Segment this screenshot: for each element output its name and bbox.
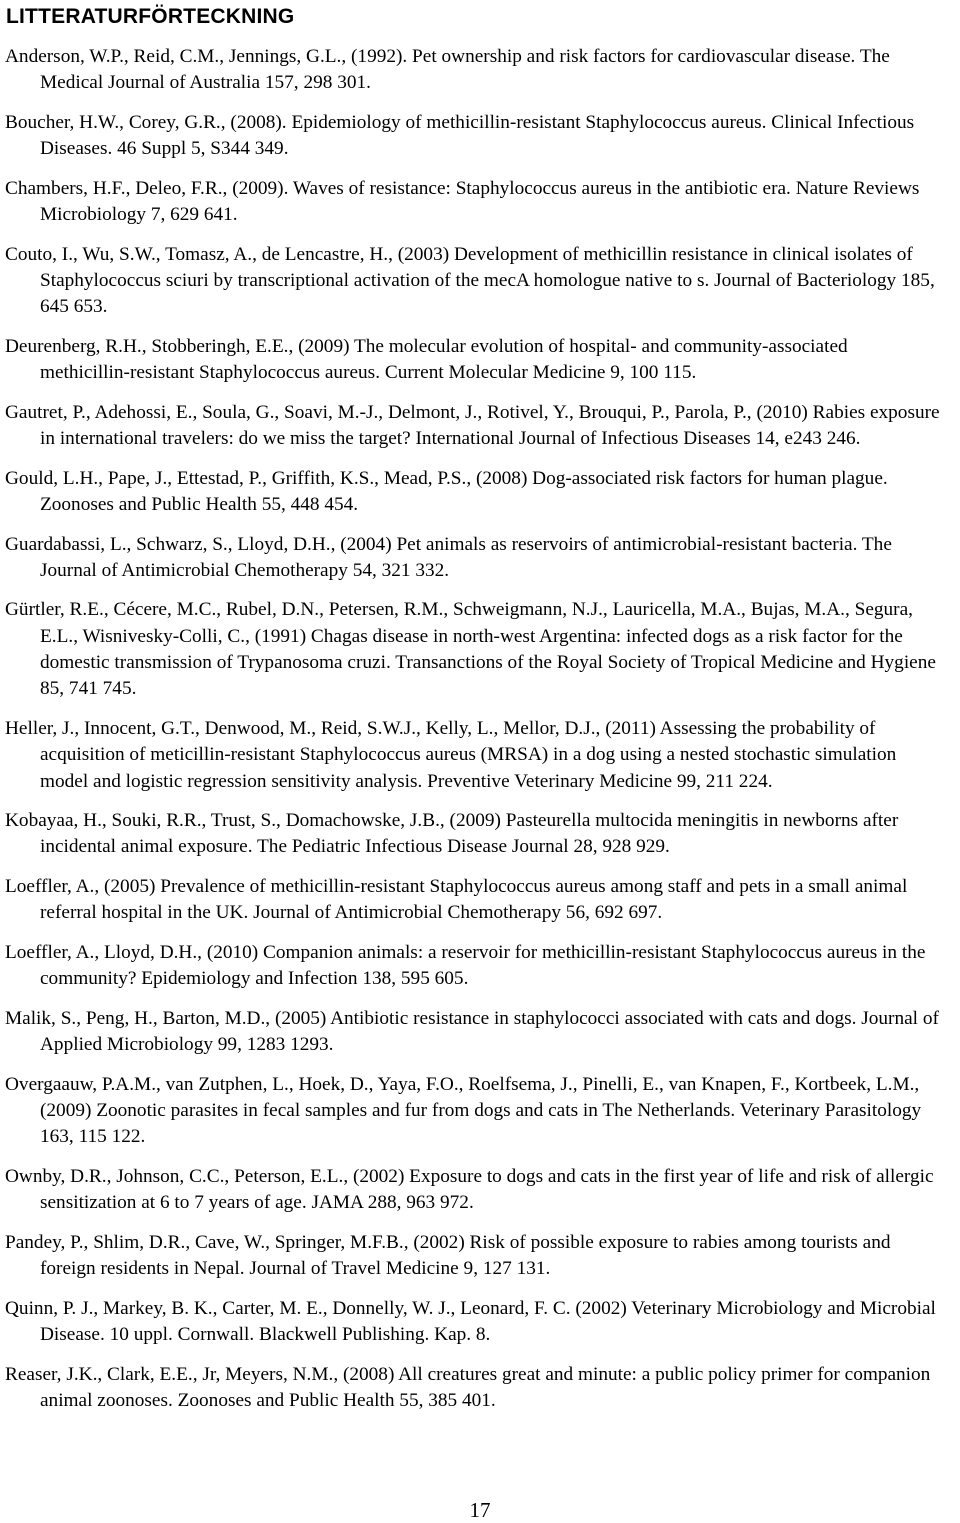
reference-list xyxy=(3,44,942,1414)
page-number: 17 xyxy=(469,1498,491,1522)
reference-item: Overgaauw, P.A.M., van Zutphen, L., Hoek, D., Yaya, F.O., Roelfsema, J., Pinelli, E., van Knapen, F., Kortbeek, L.M., (2009) Zoonotic parasites in fecal samples and fur from dogs and cats in The Netherlands. Veterinary Parasitology 163, 115 122. xyxy=(5,1073,922,1148)
reference-item: Gould, L.H., Pape, J., Ettestad, P., Griffith, K.S., Mead, P.S., (2008) Dog-associated risk factors for human plague. Zoonoses and Public Health 55, 448 454. xyxy=(5,467,888,515)
reference-item: Loeffler, A., (2005) Prevalence of methicillin-resistant Staphylococcus aureus among staff and pets in a small animal referral hospital in the UK. Journal of Antimicrobial Chemotherapy 56, 692 697. xyxy=(5,875,908,924)
reference-item: Ownby, D.R., Johnson, C.C., Peterson, E.L., (2002) Exposure to dogs and cats in the first year of life and risk of allergic sensitization at 6 to 7 years of age. JAMA 288, 963 972. xyxy=(5,1165,934,1214)
reference-item: Couto, I., Wu, S.W., Tomasz, A., de Lencastre, H., (2003) Development of methicillin resistance in clinical isolates of Staphylococcus sciuri by transcriptional activation of the mecA homologue native to s. Journal of Bacteriology 185, 645 653. xyxy=(5,243,935,318)
reference-item: Quinn, P. J., Markey, B. K., Carter, M. E., Donnelly, W. J., Leonard, F. C. (2002) Veterinary Microbiology and Microbial Disease. 10 uppl. Cornwall. Blackwell Publishing. Kap. 8. xyxy=(5,1297,936,1345)
reference-item: Heller, J., Innocent, G.T., Denwood, M., Reid, S.W.J., Kelly, L., Mellor, D.J., (2011) Assessing the probability of acquisition of meticillin-resistant Staphylococcus aureus (MRSA) in a dog using a nested stochastic simulation model and logistic regression sensitivity analysis. Preventive Veterinary Medicine 99, 211 224. xyxy=(5,717,897,792)
reference-item: Chambers, H.F., Deleo, F.R., (2009). Waves of resistance: Staphylococcus aureus in the antibiotic era. Nature Reviews Microbiology 7, 629 641. xyxy=(5,177,920,226)
reference-item: Reaser, J.K., Clark, E.E., Jr, Meyers, N.M., (2008) All creatures great and minute: a public policy primer for companion animal zoonoses. Zoonoses and Public Health 55, 385 401. xyxy=(5,1363,931,1411)
reference-item: Gürtler, R.E., Cécere, M.C., Rubel, D.N., Petersen, R.M., Schweigmann, N.J., Lauricella, M.A., Bujas, M.A., Segura, E.L., Wisnivesky-Colli, C., (1991) Chagas disease in north-west Argentina: infected dogs as a risk factor for the domestic transmission of Trypanosoma cruzi. Transanctions of the Royal Society of Tropical Medicine and Hygiene 85, 741 745. xyxy=(5,599,936,700)
reference-item: Gautret, P., Adehossi, E., Soula, G., Soavi, M.-J., Delmont, J., Rotivel, Y., Brouqui, P., Parola, P., (2010) Rabies exposure in international travelers: do we miss the target? International Journal of Infectious Diseases 14, e243 246. xyxy=(5,401,940,450)
reference-item: Guardabassi, L., Schwarz, S., Lloyd, D.H., (2004) Pet animals as reservoirs of antimicrobial-resistant bacteria. The Journal of Antimicrobial Chemotherapy 54, 321 332. xyxy=(5,533,892,581)
reference-item: Loeffler, A., Lloyd, D.H., (2010) Companion animals: a reservoir for methicillin-resistant Staphylococcus aureus in the community? Epidemiology and Infection 138, 595 605. xyxy=(5,941,926,990)
reference-item: Pandey, P., Shlim, D.R., Cave, W., Springer, M.F.B., (2002) Risk of possible exposure to rabies among tourists and foreign residents in Nepal. Journal of Travel Medicine 9, 127 131. xyxy=(5,1231,891,1280)
reference-item: Malik, S., Peng, H., Barton, M.D., (2005) Antibiotic resistance in staphylococci associated with cats and dogs. Journal of Applied Microbiology 99, 1283 1293. xyxy=(5,1007,939,1056)
reference-item: Kobayaa, H., Souki, R.R., Trust, S., Domachowske, J.B., (2009) Pasteurella multocida meningitis in newborns after incidental animal exposure. The Pediatric Infectious Disease Journal 28, 928 929. xyxy=(5,810,899,858)
page-title: LITTERATURFÖRTECKNING xyxy=(6,5,295,28)
reference-item: Deurenberg, R.H., Stobberingh, E.E., (2009) The molecular evolution of hospital- and community-associated methicillin-resistant Staphylococcus aureus. Current Molecular Medicine 9, 100 115. xyxy=(5,335,848,384)
reference-item: Boucher, H.W., Corey, G.R., (2008). Epidemiology of methicillin-resistant Staphylococcus aureus. Clinical Infectious Diseases. 46 Suppl 5, S344 349. xyxy=(5,111,915,160)
reference-item: Anderson, W.P., Reid, C.M., Jennings, G.L., (1992). Pet ownership and risk factors for cardiovascular disease. The Medical Journal of Australia 157, 298 301. xyxy=(5,46,890,94)
